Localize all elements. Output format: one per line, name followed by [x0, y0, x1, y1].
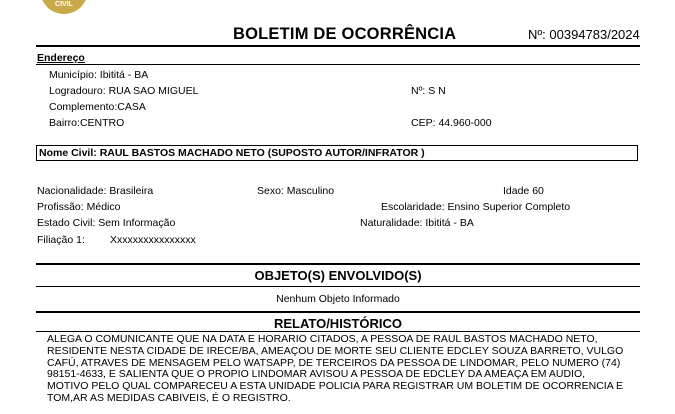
nacionalidade-label: Nacionalidade:: [37, 185, 107, 197]
document-number-label: Nº:: [528, 27, 546, 42]
logradouro-label: Logradouro:: [49, 85, 106, 97]
address-divider: [36, 64, 640, 65]
objects-heading: OBJETO(S) ENVOLVIDO(S): [254, 268, 422, 283]
sexo-label: Sexo:: [257, 185, 284, 197]
escolaridade-label: Escolaridade:: [381, 201, 445, 213]
idade-row: [503, 185, 544, 197]
naturalidade-row: [360, 217, 474, 229]
nacionalidade-value: Brasileira: [109, 185, 154, 197]
name-box: [36, 145, 638, 161]
name-label: Nome Civil:: [39, 147, 97, 159]
relato-heading: RELATO/HISTÓRICO: [273, 316, 403, 331]
header-divider: [36, 45, 640, 47]
name-value: RAUL BASTOS MACHADO NETO (SUPOSTO AUTOR/INFRATOR ): [99, 147, 425, 159]
naturalidade-value: Ibititá - BA: [425, 217, 474, 229]
estado-civil-label: Estado Civil:: [37, 217, 96, 229]
profissao-row: [37, 201, 120, 213]
idade-label: Idade: [503, 185, 530, 197]
objects-divider-top: [36, 263, 640, 265]
municipio-label: Município:: [49, 69, 97, 81]
bairro-value: CENTRO: [79, 117, 125, 129]
sexo-row: [257, 185, 334, 197]
relato-line: 98151-4633, E SALIENTA QUE O PROPIO LINDOMAR AVISOU A PESSOA DE EDCLEY DA AMEAÇA EM AUDIO,: [47, 368, 586, 381]
complemento-row: [49, 101, 146, 113]
address-heading: Endereço: [37, 52, 85, 64]
escolaridade-row: [381, 201, 570, 213]
relato-line: TOM,AR AS MEDIDAS CABIVEIS, É O REGISTRO.: [47, 391, 291, 404]
filiacao-label: Filiação 1:: [37, 234, 85, 246]
objects-text: Nenhum Objeto Informado: [276, 293, 400, 305]
relato-line: MOTIVO PELO QUAL COMPARECEU A ESTA UNIDADE POLICIA PARA REGISTRAR UM BOLETIM DE OCORRENCIA E: [47, 380, 624, 393]
document-title: BOLETIM DE OCORRÊNCIA: [233, 25, 457, 43]
logradouro-row: [49, 85, 198, 97]
municipio-row: [49, 69, 148, 81]
relato-line: RESIDENTE NESTA CIDADE DE IRECE/BA, AMEAÇOU DE MORTE SEU CLIENTE EDCLEY SOUZA BARRETO, VULGO: [47, 344, 624, 357]
cep-row: [411, 117, 492, 129]
profissao-label: Profissão:: [37, 201, 84, 213]
address-number-label: Nº:: [411, 85, 426, 97]
document-number: [528, 27, 640, 42]
nacionalidade-row: [37, 185, 153, 197]
relato-line: CAFÚ, ATRAVES DE MENSAGEM PELO WATSAPP, DE TERCEIROS DA PESSOA DE LINDOMAR, PELO NUMERO (74): [47, 356, 621, 369]
escolaridade-value: Ensino Superior Completo: [447, 201, 571, 213]
relato-text: [47, 334, 639, 405]
logradouro-value: RUA SAO MIGUEL: [108, 85, 199, 97]
bairro-label: Bairro:: [49, 117, 80, 129]
estado-civil-row: [37, 217, 175, 229]
cep-label: CEP:: [411, 117, 436, 129]
profissao-value: Médico: [86, 201, 121, 213]
document-number-value: 00394783/2024: [549, 27, 640, 42]
bairro-row: [49, 117, 124, 129]
seal-text: CIVIL: [55, 1, 73, 8]
objects-divider-bottom: [36, 286, 640, 287]
relato-line: ALEGA O COMUNICANTE QUE NA DATA E HORARIO CITADOS, A PESSOA DE RAUL BASTOS MACHADO NETO,: [47, 333, 598, 345]
address-number-value: S N: [428, 85, 446, 97]
complemento-label: Complemento:: [49, 101, 118, 113]
idade-value: 60: [532, 185, 544, 197]
police-seal-logo: [40, 0, 88, 14]
estado-civil-value: Sem Informação: [98, 217, 176, 229]
sexo-value: Masculino: [286, 185, 335, 197]
relato-divider-bottom: [36, 331, 640, 332]
complemento-value: CASA: [117, 101, 146, 113]
municipio-value: Ibititá - BA: [99, 69, 149, 81]
naturalidade-label: Naturalidade:: [360, 217, 423, 229]
filiacao-value: Xxxxxxxxxxxxxxxx: [110, 234, 196, 246]
relato-divider-top: [36, 311, 640, 313]
address-number-row: [411, 85, 446, 97]
cep-value: 44.960-000: [438, 117, 492, 129]
